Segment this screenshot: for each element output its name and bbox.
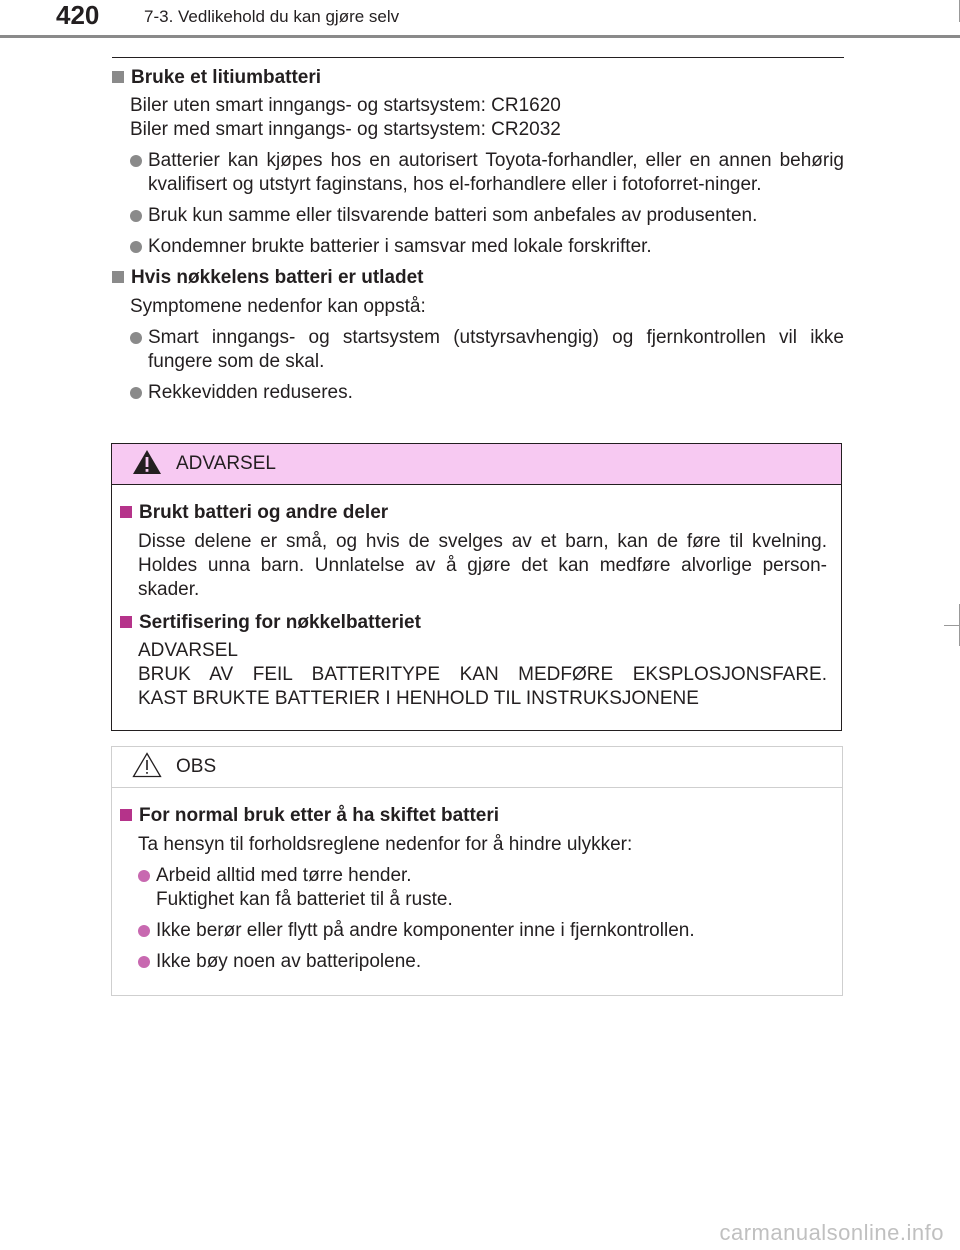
note-body bbox=[112, 788, 842, 974]
section-title: 7-3. Vedlikehold du kan gjøre selv bbox=[144, 7, 400, 26]
certification-line: BRUK AV FEIL BATTERITYPE KAN MEDFØRE EKSPLOSJONSFARE. bbox=[138, 664, 827, 685]
round-bullet-icon bbox=[138, 870, 150, 882]
list-item: Arbeid alltid med tørre hender. Fuktighet kan få batteriet til å ruste. bbox=[120, 864, 828, 912]
warning-body bbox=[112, 485, 841, 711]
battery-type-line: Biler med smart inngangs- og startsystem: CR2032 bbox=[130, 119, 561, 140]
warning-triangle-icon bbox=[132, 449, 162, 480]
section-heading-lithium: Bruke et litiumbatteri bbox=[112, 66, 844, 90]
round-bullet-icon bbox=[130, 155, 142, 167]
symptoms-intro: Symptomene nedenfor kan oppstå: bbox=[130, 296, 426, 317]
square-bullet-icon bbox=[120, 506, 132, 518]
warning-item-heading: Sertifisering for nøkkelbatteriet bbox=[120, 611, 827, 635]
round-bullet-icon bbox=[130, 332, 142, 344]
note-box bbox=[111, 746, 843, 996]
warning-item-heading: Brukt batteri og andre deler bbox=[120, 501, 827, 525]
content-top-rule bbox=[112, 57, 844, 58]
note-header bbox=[112, 747, 842, 788]
round-bullet-icon bbox=[130, 387, 142, 399]
round-bullet-icon bbox=[130, 241, 142, 253]
warning-header bbox=[112, 444, 841, 485]
symptoms-bullet-list bbox=[112, 326, 844, 405]
certification-line: ADVARSEL bbox=[138, 640, 238, 661]
list-item: Kondemner brukte batterier i samsvar med lokale forskrifter. bbox=[112, 235, 844, 259]
section-heading-discharged: Hvis nøkkelens batteri er utladet bbox=[112, 266, 844, 290]
list-item: Ikke bøy noen av batteripolene. bbox=[120, 950, 828, 974]
round-bullet-icon bbox=[138, 925, 150, 937]
warning-label: ADVARSEL bbox=[176, 453, 276, 474]
round-bullet-icon bbox=[138, 956, 150, 968]
certification-line: KAST BRUKTE BATTERIER I HENHOLD TIL INSTRUKSJONENE bbox=[138, 688, 699, 709]
square-bullet-icon bbox=[112, 271, 124, 283]
crop-mark bbox=[944, 625, 960, 626]
warning-box bbox=[111, 443, 842, 731]
list-item: Bruk kun samme eller tilsvarende batteri som anbefales av produsenten. bbox=[112, 204, 844, 228]
square-bullet-icon bbox=[120, 616, 132, 628]
list-item: Rekkevidden reduseres. bbox=[112, 381, 844, 405]
page-number: 420 bbox=[56, 0, 100, 30]
note-intro: Ta hensyn til forholdsreglene nedenfor for å hindre ulykker: bbox=[138, 834, 633, 855]
caution-triangle-outline-icon bbox=[132, 752, 162, 783]
header-rule bbox=[0, 35, 960, 38]
warning-item-text: Disse delene er små, og hvis de svelges av et barn, kan de føre til kvelning. Holdes unna barn. Unnlatelse av å gjøre det kan medføre alvorlige person-skader. bbox=[138, 531, 827, 600]
round-bullet-icon bbox=[130, 210, 142, 222]
main-content bbox=[112, 66, 844, 405]
lithium-bullet-list bbox=[112, 149, 844, 259]
battery-type-line: Biler uten smart inngangs- og startsystem: CR1620 bbox=[130, 95, 561, 116]
note-bullet-list bbox=[120, 864, 828, 974]
note-label: OBS bbox=[176, 756, 217, 777]
square-bullet-icon bbox=[120, 809, 132, 821]
list-item: Smart inngangs- og startsystem (utstyrsavhengig) og fjernkontrollen vil ikke fungere som de skal. bbox=[112, 326, 844, 374]
square-bullet-icon bbox=[112, 71, 124, 83]
watermark: carmanualsonline.info bbox=[719, 1220, 944, 1245]
list-item: Ikke berør eller flytt på andre komponenter inne i fjernkontrollen. bbox=[120, 919, 828, 943]
note-heading: For normal bruk etter å ha skiftet batteri bbox=[120, 804, 828, 828]
list-item: Batterier kan kjøpes hos en autorisert Toyota-forhandler, eller en annen behørig kvalifisert og utstyrt faginstans, hos el-forhandlere eller i fotoforret-ninger. bbox=[112, 149, 844, 197]
